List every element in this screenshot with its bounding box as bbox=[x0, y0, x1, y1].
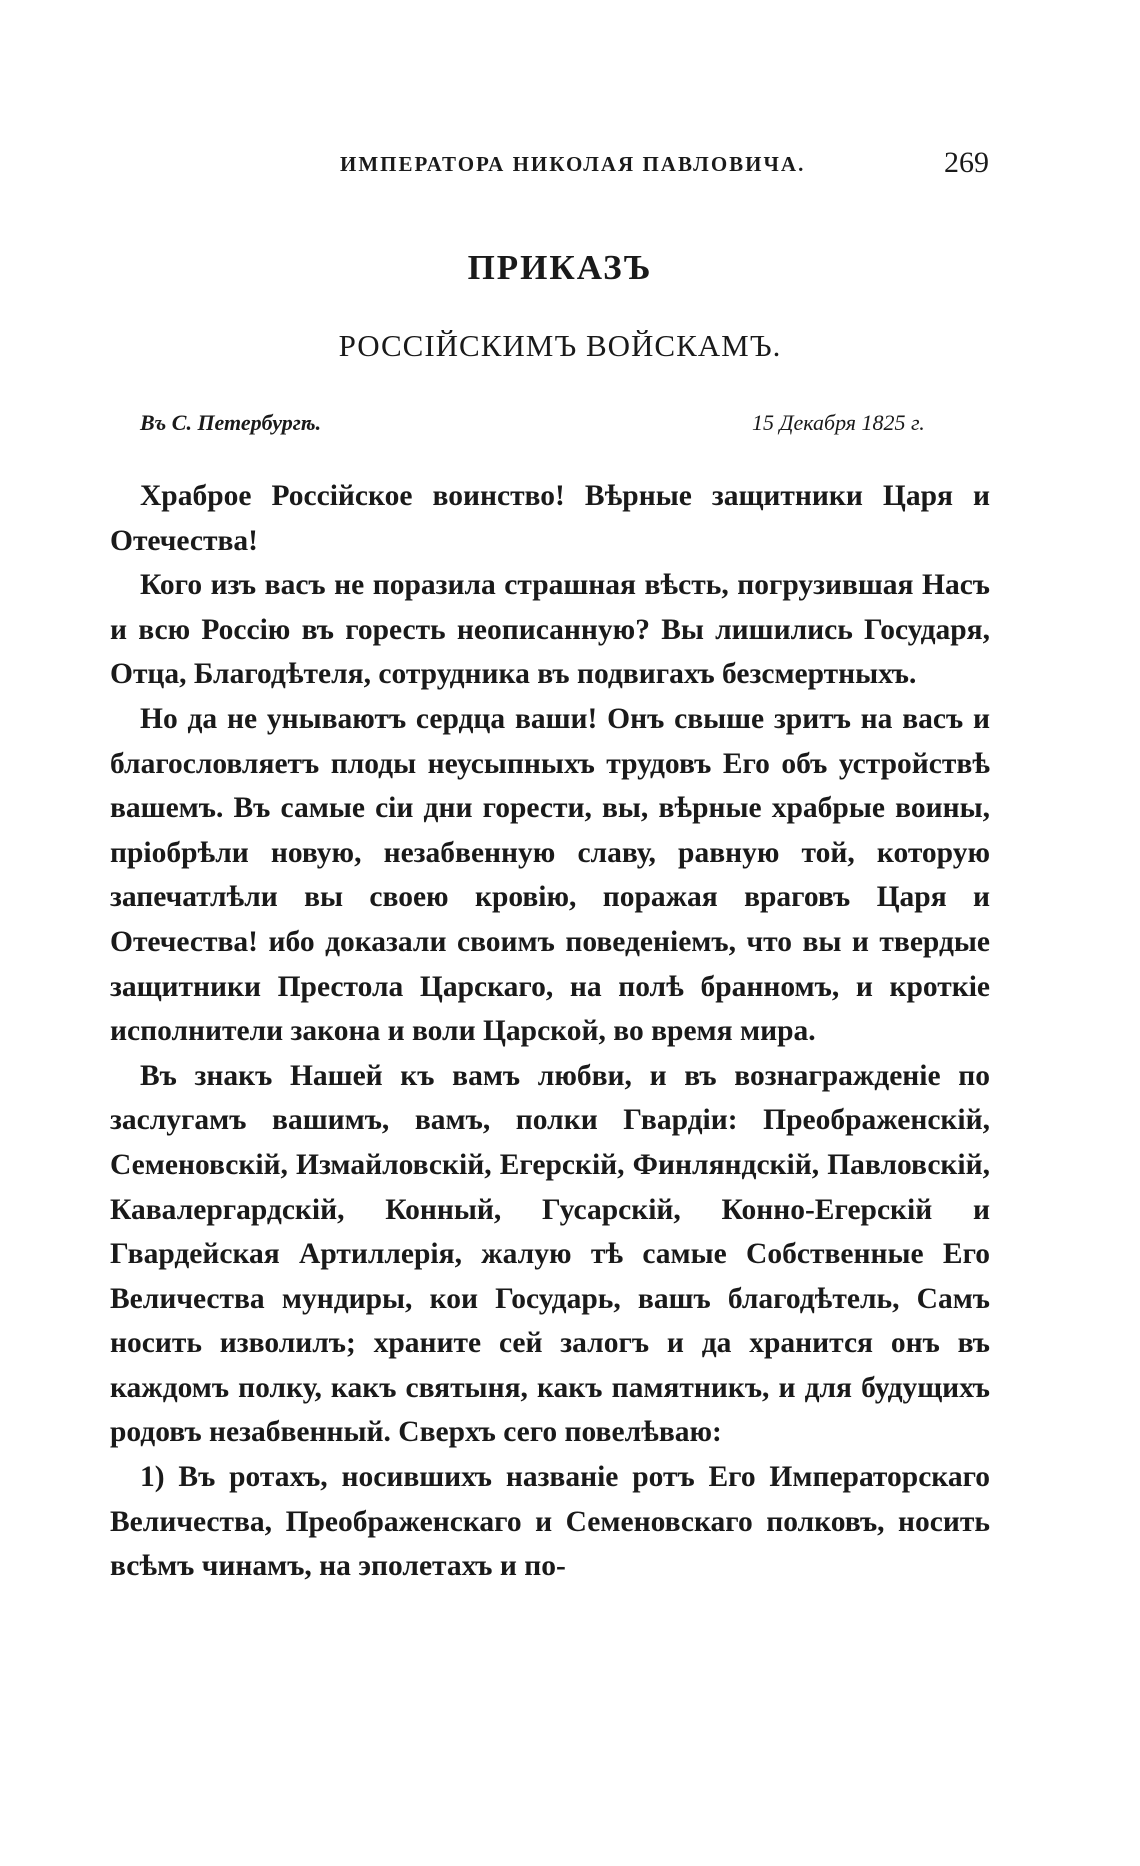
paragraph: Храброе Россійское воинство! Вѣрные защитники Царя и Отечества! bbox=[110, 480, 990, 557]
document-subtitle: РОССІЙСКИМЪ ВОЙСКАМЪ. bbox=[338, 328, 782, 363]
body-text bbox=[110, 474, 990, 1589]
running-head: ИМПЕРАТОРА НИКОЛАЯ ПАВЛОВИЧА. bbox=[340, 152, 806, 176]
paragraph: 1) Въ ротахъ, носившихъ названіе ротъ Его Императорскаго Величества, Преображенскаго и Семеновскаго полковъ, носить всѣмъ чинамъ, на эполетахъ и по- bbox=[110, 1461, 990, 1583]
paragraph: Но да не унываютъ сердца ваши! Онъ свыше зритъ на васъ и благословляетъ плоды неусыпныхъ трудовъ Его объ устройствѣ вашемъ. Въ самые сіи дни горести, вы, вѣрные храбрые воины, пріобрѣли новую, незабвенную славу, равную той, которую запечатлѣли вы своею кровію, поражая враговъ Царя и Отечества! ибо доказали своимъ поведеніемъ, что вы и твердые защитники Престола Царскаго, на полѣ бранномъ, и кроткіе исполнители закона и воли Царской, во время мира. bbox=[110, 702, 990, 1048]
dateline-date: 15 Декабря 1825 г. bbox=[752, 410, 925, 435]
paragraph: Въ знакъ Нашей къ вамъ любви, и въ вознагражденіе по заслугамъ вашимъ, вамъ, полки Гвардіи: Преображенскій, Семеновскій, Измайловскій, Егерскій, Финляндскій, Павловскій, Кавалергардскій, Конный, Гусарскій, Конно-Егерскій и Гвардейская Артиллерія, жалую тѣ самые Собственные Его Величества мундиры, кои Государь, вашъ благодѣтель, Самъ носить изволилъ; храните сей залогъ и да хранится онъ въ каждомъ полку, какъ святыня, какъ памятникъ, и для будущихъ родовъ незабвенный. Сверхъ сего повелѣваю: bbox=[110, 1059, 990, 1449]
document-title: ПРИКАЗЪ bbox=[467, 248, 653, 287]
page-number: 269 bbox=[944, 146, 989, 179]
paragraph: Кого изъ васъ не поразила страшная вѣсть, погрузившая Насъ и всю Россію въ горесть неописанную? Вы лишились Государя, Отца, Благодѣтеля, сотрудника въ подвигахъ безсмертныхъ. bbox=[110, 569, 990, 691]
dateline-place: Въ С. Петербургѣ. bbox=[140, 410, 322, 435]
